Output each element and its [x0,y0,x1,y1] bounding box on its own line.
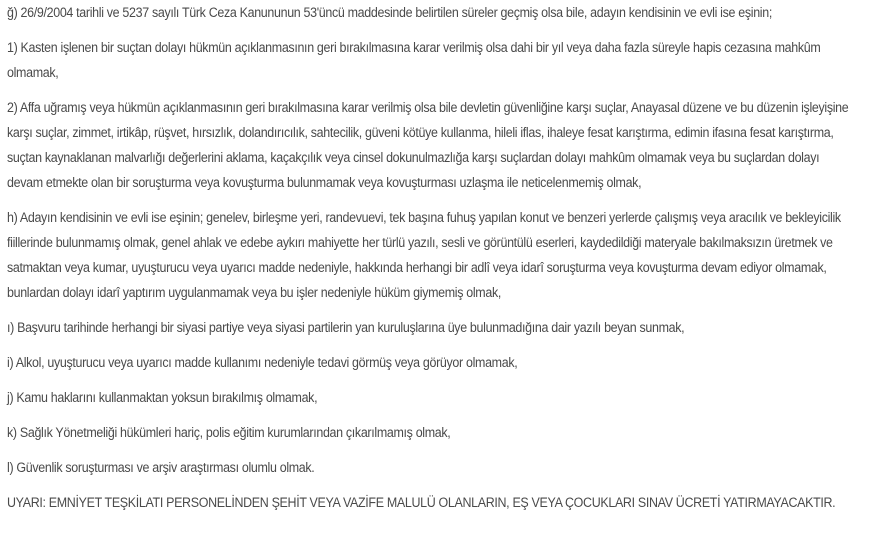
paragraph-dotless-i: ı) Başvuru tarihinde herhangi bir siyasi partiye veya siyasi partilerin yan kuruluşlarına üye bulunmadığına dair yazılı beyan sunmak, [7,320,685,335]
paragraph-g: ğ) 26/9/2004 tarihli ve 5237 sayılı Türk Ceza Kanununun 53'üncü maddesinde belirtilen süreler geçmiş olsa bile, adayın kendisinin ve evli ise eşinin; [7,5,772,20]
paragraph-j: j) Kamu haklarını kullanmaktan yoksun bırakılmış olmamak, [7,390,318,405]
paragraph-g-2: 2) Affa uğramış veya hükmün açıklanmasının geri bırakılmasına karar verilmiş olsa bile devletin güvenliğine karşı suçlar, Anayasal düzene ve bu düzenin işleyişine karşı suçlar, zimmet, irtikâp, rüşvet, hırsızlık, dolandırıcılık, sahtecilik, güveni kötüye kullanma, hileli iflas, ihaleye fesat karıştırma, edimin ifasına fesat karıştırma, suçtan kaynaklanan malvarlığı değerlerini aklama, kaçakçılık veya cinsel dokunulmazlığa karşı suçlardan dolayı mahkûm olmamak veya bu suçlardan dolayı devam etmekte olan bir soruşturma veya kovuşturma bulunmamak veya kovuşturması uzlaşma ile neticelenmemiş olmak, [7,100,849,190]
paragraph-i: i) Alkol, uyuşturucu veya uyarıcı madde kullanımı nedeniyle tedavi görmüş veya görüyor olmamak, [7,355,518,370]
paragraph-g-1: 1) Kasten işlenen bir suçtan dolayı hükmün açıklanmasının geri bırakılmasına karar verilmiş olsa dahi bir yıl veya daha fazla süreyle hapis cezasına mahkûm olmamak, [7,40,821,80]
paragraph-l: l) Güvenlik soruşturması ve arşiv araştırması olumlu olmak. [7,460,315,475]
warning-notice: UYARI: EMNİYET TEŞKİLATI PERSONELİNDEN ŞEHİT VEYA VAZİFE MALULÜ OLANLARIN, EŞ VEYA ÇOCUKLARI SINAV ÜCRETİ YATIRMAYACAKTIR. [7,495,836,510]
paragraph-h: h) Adayın kendisinin ve evli ise eşinin; genelev, birleşme yeri, randevuevi, tek başına fuhuş yapılan konut ve benzeri yerlerde çalışmış veya aracılık ve bekleyicilik fiillerinde bulunmamış olmak, genel ahlak ve edebe aykırı mahiyette her türlü yazılı, sesli ve görüntülü eserleri, kaydedildiği materyale bakılmaksızın üretmek ve satmaktan veya kumar, uyuşturucu veya uyarıcı madde nedeniyle, hakkında herhangi bir adlî veya idarî soruşturma veya kovuşturma devam ediyor olmamak, bunlardan dolayı idarî yaptırım uygulanmamak veya bu işler nedeniyle hüküm giymemiş olmak, [7,210,841,300]
document-body [7,0,849,515]
paragraph-k: k) Sağlık Yönetmeliği hükümleri hariç, polis eğitim kurumlarından çıkarılmamış olmak, [7,425,451,440]
